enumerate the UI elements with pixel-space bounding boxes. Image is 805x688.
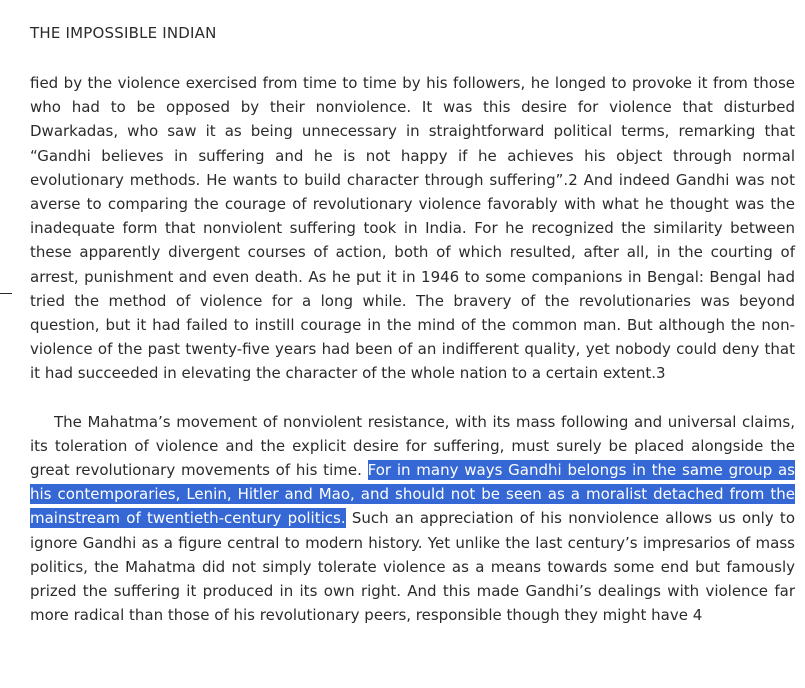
running-head: THE IMPOSSIBLE INDIAN bbox=[30, 24, 217, 42]
paragraph-1: fied by the violence exercised from time to time by his followers, he longed to provoke it from those who had to be opposed by their nonviolence. It was this desire for violence that disturbed Dwarkadas, who saw it as being unnecessary in straightforward political terms, remarking that “Gandhi believes in suffering and he is not happy if he achieves his object through normal evolutionary methods. He wants to build character through suffering”.2 And indeed Gandhi was not averse to comparing the courage of revolutionary violence favorably with what he thought was the inadequate form that nonviolent suffering took in India. For he recognized the similarity between these apparently divergent courses of action, both of which resulted, after all, in the courting of arrest, punishment and even death. As he put it in 1946 to some companions in Bengal: Bengal had tried the method of violence for a long while. The bravery of the revolutionaries was beyond question, but it had failed to instill courage in the mind of the common man. But although the non-violence of the past twenty-five years had been of an indifferent quality, yet nobody could deny that it had succeeded in elevating the character of the whole nation to a certain extent.3 bbox=[30, 74, 795, 383]
selected-text[interactable]: For in many ways Gandhi belongs in the same group as his contemporaries, Lenin, Hitler and Mao, and should not be seen as a moralist detached from the mainstream of twentieth-century politics. bbox=[30, 461, 795, 528]
paragraph-2 bbox=[30, 410, 795, 628]
paragraph-2-text-after: Such an appreciation of his nonviolence allows us only to ignore Gandhi as a figure central to modern history. Yet unlike the last century’s impresarios of mass politics, the Mahatma did not simply tolerate violence as a means towards some end but famously prized the suffering it produced in its own right. And this made Gandhi’s dealings with violence far more radical than those of his revolutionary peers, responsible though they might have 4 bbox=[30, 509, 795, 625]
margin-mark bbox=[0, 293, 12, 294]
page-body bbox=[30, 71, 795, 627]
paragraph-2-text-before: The Mahatma’s movement of nonviolent resistance, with its mass following and universal claims, its toleration of violence and the explicit desire for suffering, must surely be placed alongside the great revolutionary movements of his time. bbox=[30, 412, 795, 480]
